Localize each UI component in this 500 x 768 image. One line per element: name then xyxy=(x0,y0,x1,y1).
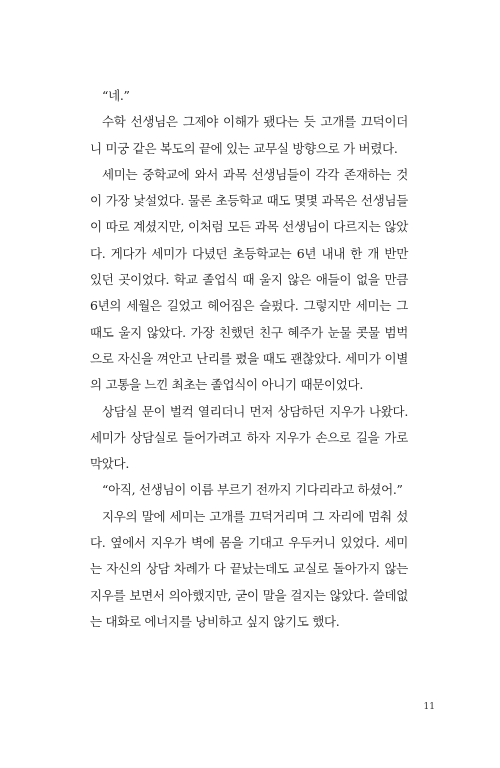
paragraph-4: 상담실 문이 벌컥 열리더니 먼저 상담하던 지우가 나왔다. 세미가 상담실로 들어가려고 하자 지우가 손으로 길을 가로막았다. xyxy=(90,403,408,472)
body-text xyxy=(90,83,408,635)
page-number: 11 xyxy=(423,702,435,712)
paragraph-5: “아직, 선생님이 이름 부르기 전까지 기다리라고 하셨어.” xyxy=(102,482,403,498)
paragraph-1: “네.” xyxy=(102,88,130,103)
paragraph-3: 세미는 중학교에 와서 과목 선생님들이 각각 존재하는 것이 가장 낯설었다. 물론 초등학교 때도 몇몇 과목은 선생님들이 따로 계셨지만, 이처럼 모든 과목 선생님이 다르지는 않았다. 게다가 세미가 다녔던 초등학교는 6년 내내 한 개 반만 있던 곳이었다. 학교 졸업식 때 울지 않은 애들이 없을 만큼 6년의 세월은 길었고 헤어짐은 슬펐다. 그렇지만 세미는 그때도 울지 않았다. 가장 친했던 친구 혜주가 눈물 콧물 범벅으로 자신을 껴안고 난리를 폈을 때도 괜찮았다. 세미가 이별의 고통을 느낀 최초는 졸업식이 아니기 때문이었다. xyxy=(90,166,408,393)
paragraph-6: 지우의 말에 세미는 고개를 끄덕거리며 그 자리에 멈춰 섰다. 옆에서 지우가 벽에 몸을 기대고 우두커니 있었다. 세미는 자신의 상담 차례가 다 끝났는데도 교실로 돌아가지 않는 지우를 보면서 의아했지만, 굳이 말을 걸지는 않았다. 쓸데없는 대화로 에너지를 낭비하고 싶지 않기도 했다. xyxy=(90,508,408,629)
paragraph-2: 수학 선생님은 그제야 이해가 됐다는 듯 고개를 끄덕이더니 미궁 같은 복도의 끝에 있는 교무실 방향으로 가 버렸다. xyxy=(90,114,408,156)
